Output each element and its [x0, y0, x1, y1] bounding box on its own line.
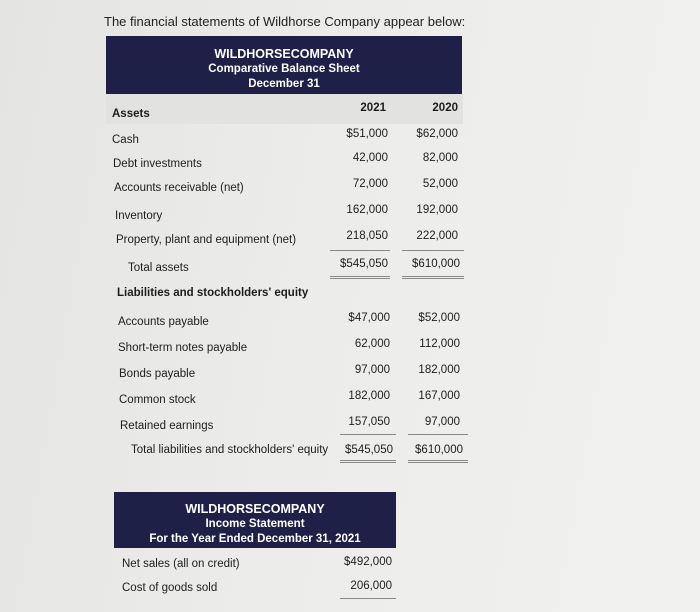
row-label: Total assets — [128, 262, 189, 274]
value-2021: 162,000 — [346, 204, 388, 216]
row-label: Accounts receivable (net) — [114, 182, 244, 194]
statement-title: Comparative Balance Sheet — [208, 63, 360, 75]
value-2021: $47,000 — [348, 312, 390, 324]
value-2020: $610,000 — [415, 444, 463, 456]
company-name: WILDHORSECOMPANY — [214, 47, 354, 61]
value-2021: $545,050 — [345, 444, 393, 456]
value-2021: $51,000 — [346, 128, 388, 140]
value-2021: 62,000 — [354, 338, 390, 350]
value-2020: 52,000 — [422, 178, 458, 190]
col-2020-header: 2020 — [432, 102, 458, 114]
row-label: Inventory — [115, 210, 163, 222]
row-label: Debt investments — [113, 158, 202, 170]
value-2021: 182,000 — [348, 390, 390, 402]
col-2021-header: 2021 — [360, 102, 386, 114]
value-2020: $52,000 — [418, 312, 460, 324]
value-2020: 167,000 — [418, 390, 460, 402]
row-label: Short-term notes payable — [118, 342, 248, 354]
value-2020: 222,000 — [416, 230, 458, 242]
statement-title: Income Statement — [205, 518, 305, 530]
subtotal-rule — [340, 598, 396, 599]
company-name: WILDHORSECOMPANY — [185, 502, 325, 516]
row-label: Retained earnings — [120, 420, 214, 432]
value-2020: 97,000 — [424, 416, 460, 428]
value-2020: $62,000 — [416, 128, 458, 140]
value-2021: 157,050 — [348, 416, 390, 428]
row-label: Cost of goods sold — [122, 582, 218, 594]
intro-text: The financial statements of Wildhorse Company appear below: — [104, 14, 466, 29]
value-2020: 82,000 — [422, 152, 458, 164]
row-label: Bonds payable — [119, 368, 196, 380]
liabilities-heading: Liabilities and stockholders' equity — [117, 287, 309, 299]
assets-heading: Assets — [112, 108, 150, 120]
value-2021: $545,050 — [340, 258, 388, 270]
value-2020: $610,000 — [412, 258, 460, 270]
statement-period: For the Year Ended December 31, 2021 — [149, 533, 361, 545]
row-label: Cash — [112, 134, 139, 146]
row-label: Net sales (all on credit) — [122, 558, 240, 570]
value-2021: 218,050 — [346, 230, 388, 242]
value-2020: 182,000 — [418, 364, 460, 376]
statement-date: December 31 — [248, 78, 320, 90]
row-label: Common stock — [119, 394, 196, 406]
value: 206,000 — [350, 580, 392, 592]
value: $492,000 — [344, 556, 392, 568]
value-2021: 42,000 — [352, 152, 388, 164]
value-2021: 72,000 — [352, 178, 388, 190]
value-2021: 97,000 — [354, 364, 390, 376]
value-2020: 192,000 — [416, 204, 458, 216]
value-2020: 112,000 — [419, 338, 460, 350]
row-label: Property, plant and equipment (net) — [116, 234, 297, 246]
row-label: Accounts payable — [118, 316, 209, 328]
row-label: Total liabilities and stockholders' equity — [131, 444, 329, 456]
